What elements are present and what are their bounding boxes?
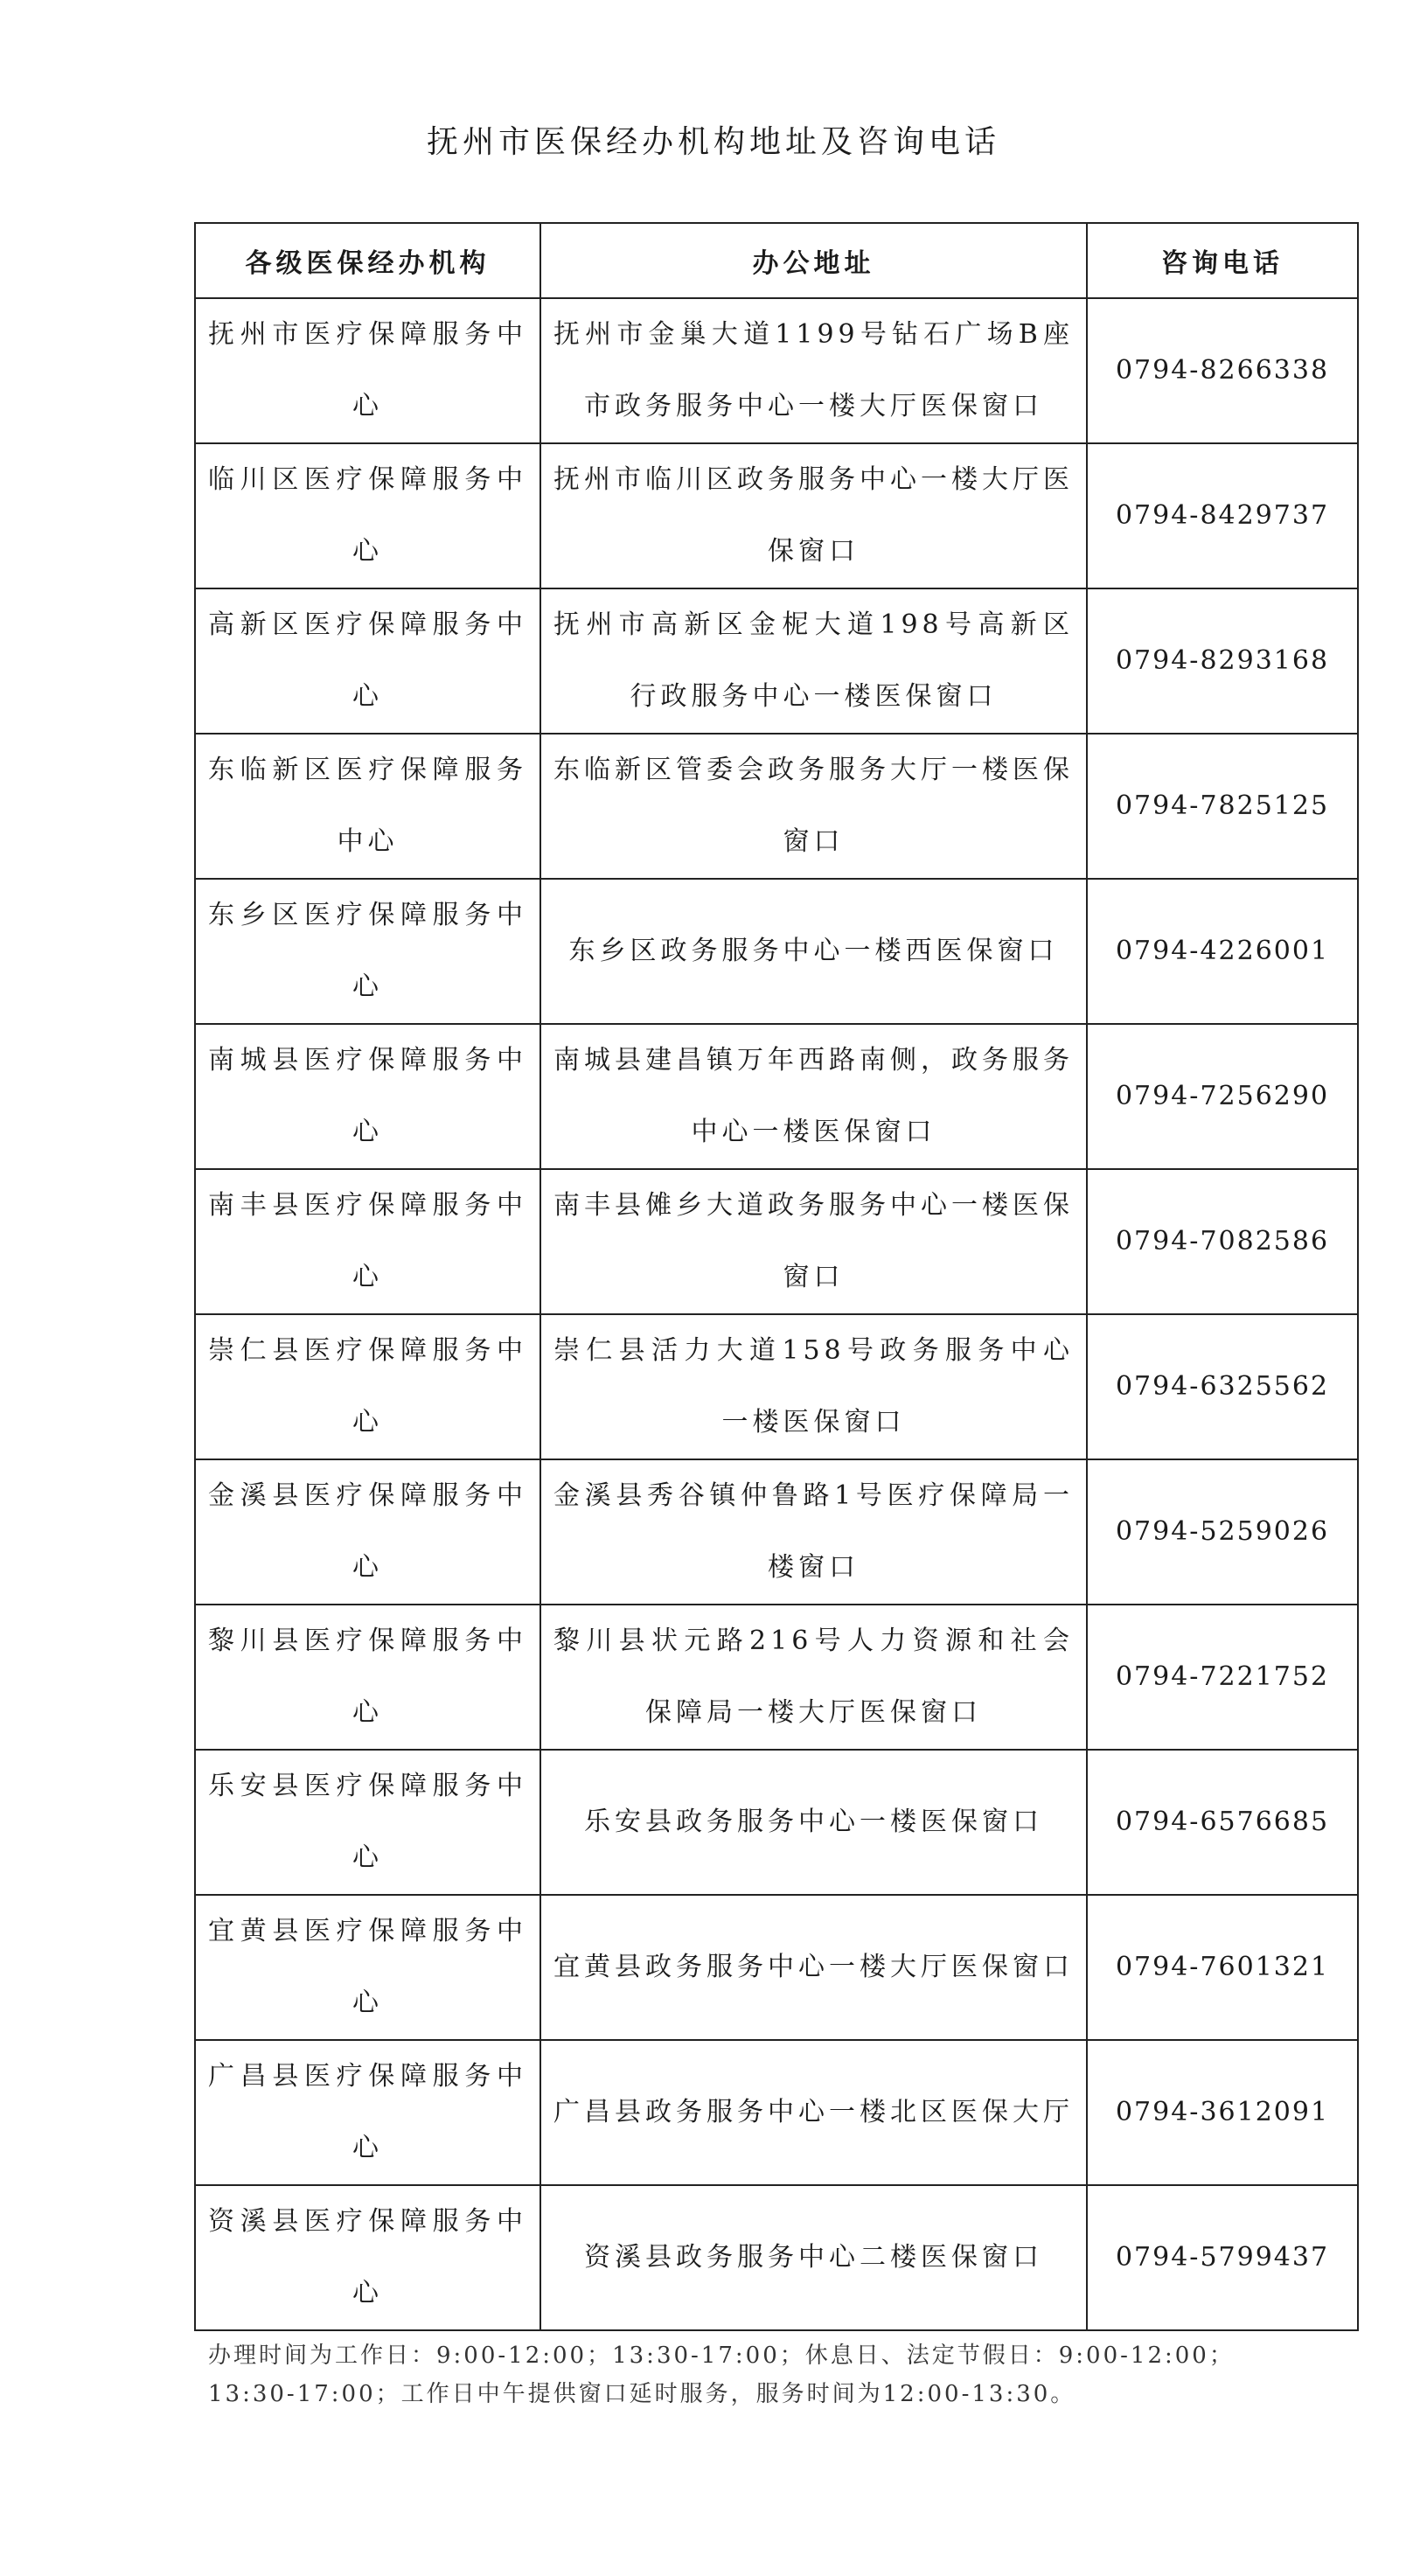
phone-number: 0794-7221752	[1087, 1605, 1358, 1750]
table-row	[195, 1459, 1358, 1605]
phone-number: 0794-5799437	[1087, 2185, 1358, 2330]
office-address: 南丰县傩乡大道政务服务中心一楼医保窗口	[540, 1169, 1087, 1314]
table-header-row	[195, 223, 1358, 298]
header-address: 办公地址	[540, 223, 1087, 298]
institution-name: 临川区医疗保障服务中心	[195, 443, 540, 588]
institution-name: 金溪县医疗保障服务中心	[195, 1459, 540, 1605]
institution-name: 乐安县医疗保障服务中心	[195, 1750, 540, 1895]
office-address: 东临新区管委会政务服务大厅一楼医保窗口	[540, 734, 1087, 879]
phone-number: 0794-6576685	[1087, 1750, 1358, 1895]
phone-number: 0794-7256290	[1087, 1024, 1358, 1169]
office-address: 崇仁县活力大道158号政务服务中心一楼医保窗口	[540, 1314, 1087, 1459]
phone-number: 0794-4226001	[1087, 879, 1358, 1024]
institution-table-wrapper	[194, 222, 1357, 2331]
institution-name: 抚州市医疗保障服务中心	[195, 298, 540, 443]
institution-name: 资溪县医疗保障服务中心	[195, 2185, 540, 2330]
phone-number: 0794-8429737	[1087, 443, 1358, 588]
office-address: 乐安县政务服务中心一楼医保窗口	[540, 1750, 1087, 1895]
institution-name: 崇仁县医疗保障服务中心	[195, 1314, 540, 1459]
phone-number: 0794-5259026	[1087, 1459, 1358, 1605]
header-institution: 各级医保经办机构	[195, 223, 540, 298]
office-address: 南城县建昌镇万年西路南侧，政务服务中心一楼医保窗口	[540, 1024, 1087, 1169]
institution-name: 南丰县医疗保障服务中心	[195, 1169, 540, 1314]
table-row	[195, 879, 1358, 1024]
office-address: 抚州市高新区金柅大道198号高新区行政服务中心一楼医保窗口	[540, 588, 1087, 734]
institution-name: 高新区医疗保障服务中心	[195, 588, 540, 734]
table-row	[195, 1895, 1358, 2040]
table-row	[195, 443, 1358, 588]
table-row	[195, 2040, 1358, 2185]
phone-number: 0794-8293168	[1087, 588, 1358, 734]
office-address: 广昌县政务服务中心一楼北区医保大厅	[540, 2040, 1087, 2185]
institution-name: 广昌县医疗保障服务中心	[195, 2040, 540, 2185]
office-address: 黎川县状元路216号人力资源和社会保障局一楼大厅医保窗口	[540, 1605, 1087, 1750]
table-row	[195, 2185, 1358, 2330]
institution-name: 东乡区医疗保障服务中心	[195, 879, 540, 1024]
table-row	[195, 298, 1358, 443]
table-row	[195, 734, 1358, 879]
phone-number: 0794-7825125	[1087, 734, 1358, 879]
institution-name: 宜黄县医疗保障服务中心	[195, 1895, 540, 2040]
institution-name: 黎川县医疗保障服务中心	[195, 1605, 540, 1750]
phone-number: 0794-7082586	[1087, 1169, 1358, 1314]
office-address: 抚州市金巢大道1199号钻石广场B座市政务服务中心一楼大厅医保窗口	[540, 298, 1087, 443]
table-row	[195, 1605, 1358, 1750]
office-address: 东乡区政务服务中心一楼西医保窗口	[540, 879, 1087, 1024]
institution-name: 东临新区医疗保障服务中心	[195, 734, 540, 879]
table-row	[195, 1169, 1358, 1314]
phone-number: 0794-7601321	[1087, 1895, 1358, 2040]
page-title: 抚州市医保经办机构地址及咨询电话	[426, 124, 1000, 160]
institution-table	[194, 222, 1359, 2331]
office-address: 金溪县秀谷镇仲鲁路1号医疗保障局一楼窗口	[540, 1459, 1087, 1605]
table-row	[195, 1024, 1358, 1169]
office-hours-note: 办理时间为工作日：9:00-12:00；13:30-17:00；休息日、法定节假日：9:00-12:00；13:30-17:00；工作日中午提供窗口延时服务，服务时间为12:00-13:30。	[208, 2343, 1235, 2407]
office-address: 资溪县政务服务中心二楼医保窗口	[540, 2185, 1087, 2330]
table-row	[195, 1750, 1358, 1895]
phone-number: 0794-3612091	[1087, 2040, 1358, 2185]
phone-number: 0794-6325562	[1087, 1314, 1358, 1459]
table-row	[195, 588, 1358, 734]
institution-name: 南城县医疗保障服务中心	[195, 1024, 540, 1169]
table-row	[195, 1314, 1358, 1459]
phone-number: 0794-8266338	[1087, 298, 1358, 443]
office-address: 抚州市临川区政务服务中心一楼大厅医保窗口	[540, 443, 1087, 588]
header-phone: 咨询电话	[1087, 223, 1358, 298]
office-address: 宜黄县政务服务中心一楼大厅医保窗口	[540, 1895, 1087, 2040]
